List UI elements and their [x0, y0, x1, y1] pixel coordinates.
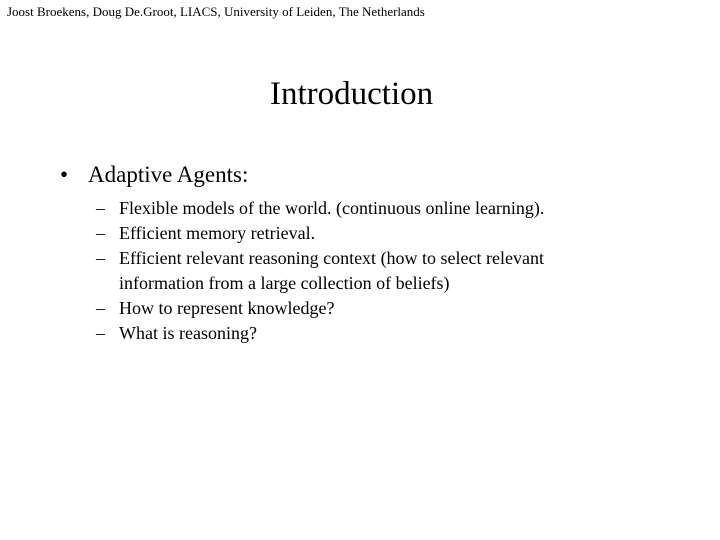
sub-bullet-text: Flexible models of the world. (continuous online learning).	[119, 198, 545, 218]
bullet-marker: •	[60, 162, 69, 187]
dash-marker: –	[96, 323, 105, 343]
sub-bullet-item	[96, 321, 619, 346]
dash-marker: –	[96, 198, 105, 218]
bullet-item	[60, 160, 248, 190]
slide-title: Introduction	[270, 76, 434, 112]
sub-bullet-item	[96, 221, 619, 246]
dash-marker: –	[96, 223, 105, 243]
sub-bullet-list	[96, 196, 619, 346]
sub-bullet-item	[96, 246, 599, 296]
bullet-text: Adaptive Agents:	[88, 162, 249, 187]
sub-bullet-item	[96, 196, 619, 221]
sub-bullet-text: What is reasoning?	[119, 323, 257, 343]
sub-bullet-text: Efficient memory retrieval.	[119, 223, 316, 243]
sub-bullet-item	[96, 296, 619, 321]
sub-bullet-text: How to represent knowledge?	[119, 298, 335, 318]
author-header: Joost Broekens, Doug De.Groot, LIACS, University of Leiden, The Netherlands	[7, 4, 425, 19]
dash-marker: –	[96, 248, 105, 268]
sub-bullet-text: Efficient relevant reasoning context (how to select relevant information from a large collection of beliefs)	[119, 248, 544, 293]
dash-marker: –	[96, 298, 105, 318]
